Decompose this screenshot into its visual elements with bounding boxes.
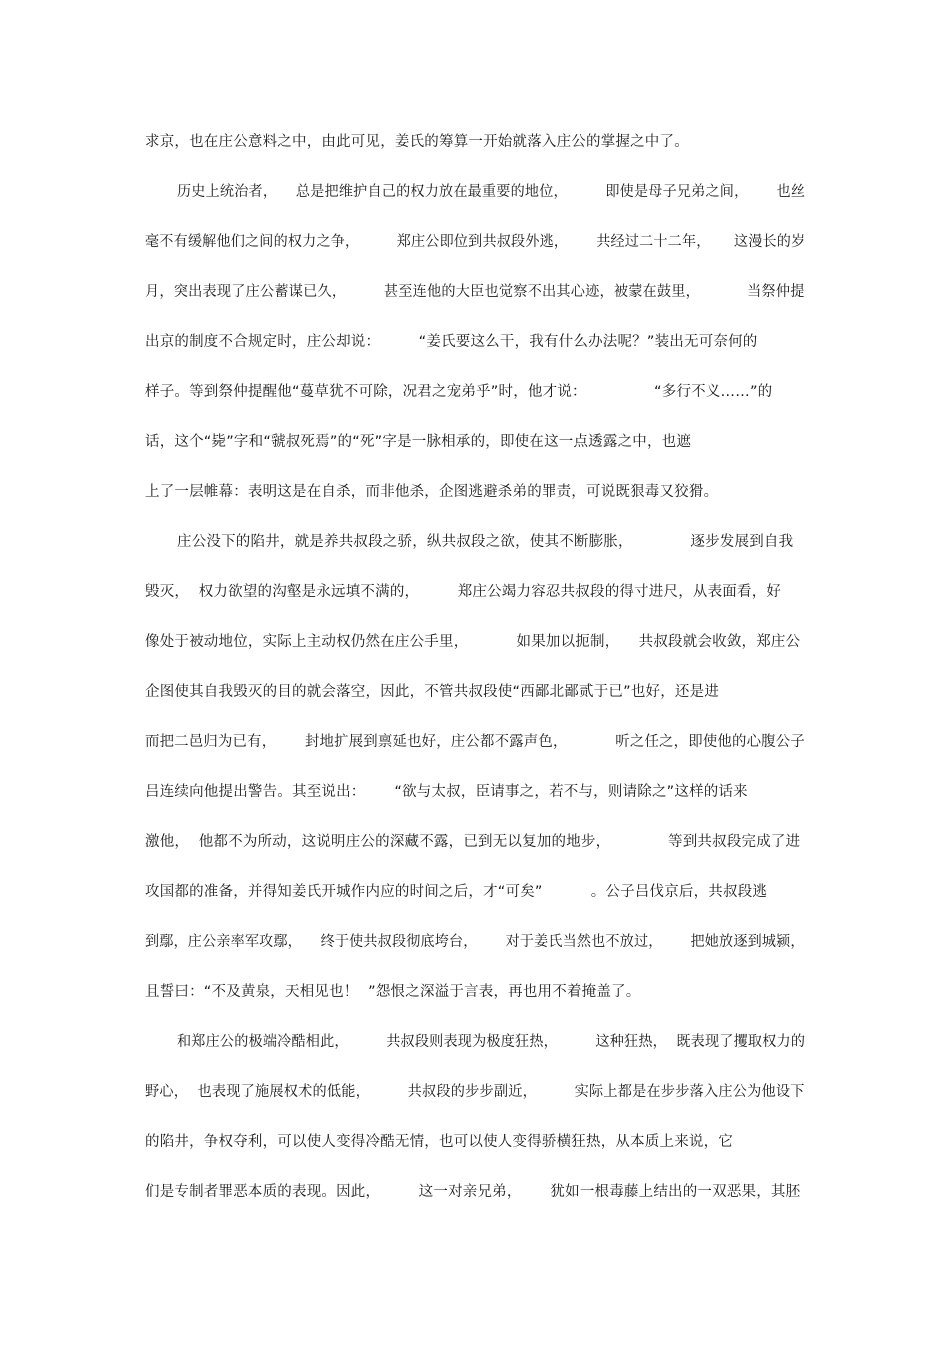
text-line: 企图使其自我毁灭的目的就会落空，因此，不管共叔段使“西鄙北鄙贰于已”也好，还是进	[145, 684, 720, 700]
text-line: 而把二邑归为已有， 封地扩展到禀延也好，庄公都不露声色， 听之任之，即使他的心腹公子	[145, 734, 805, 750]
text-line: 毁灭， 权力欲望的沟壑是永远填不满的， 郑庄公竭力容忍共叔段的得寸进尺，从表面看，好	[145, 584, 782, 600]
text-line: 求京，也在庄公意料之中，由此可见，姜氏的筹算一开始就落入庄公的掌握之中了。	[145, 134, 689, 150]
paragraph-first-line: 历史上统治者， 总是把维护自己的权力放在最重要的地位， 即使是母子兄弟之间， 也丝	[177, 184, 806, 200]
text-line: 们是专制者罪恶本质的表现。因此， 这一对亲兄弟， 犹如一根毒藤上结出的一双恶果，其胚	[145, 1184, 801, 1200]
text-line: 的陷井，争权夺利，可以使人变得冷酷无情，也可以使人变得骄横狂热，从本质上来说，它	[145, 1134, 733, 1150]
text-line: 出京的制度不合规定时，庄公却说： “姜氏要这么干，我有什么办法呢？”装出无可奈何的	[145, 334, 758, 350]
text-line: 激他， 他都不为所动，这说明庄公的深藏不露，已到无以复加的地步， 等到共叔段完成了进	[145, 834, 801, 850]
text-line: 月，突出表现了庄公蓄谋已久， 甚至连他的大臣也觉察不出其心迹，被蒙在鼓里， 当祭仲提	[145, 284, 805, 300]
text-line: 毫不有缓解他们之间的权力之争， 郑庄公即位到共叔段外逃， 共经过二十二年， 这漫长的岁	[145, 234, 806, 250]
text-line: 攻国都的准备，并得知姜氏开城作内应的时间之后，才“可矣” 。公子吕伐京后，共叔段逃	[145, 884, 768, 900]
text-line: 话，这个“毙”字和“虢叔死焉”的“死”字是一脉相承的，即使在这一点透露之中，也遮	[145, 434, 692, 450]
text-line: 到鄢，庄公亲率军攻鄢， 终于使共叔段彻底垮台， 对于姜氏当然也不放过， 把她放逐到城颍，	[145, 934, 805, 950]
text-line: 像处于被动地位，实际上主动权仍然在庄公手里， 如果加以扼制， 共叔段就会收敛，郑庄公	[145, 634, 801, 650]
text-line: 且誓曰：“不及黄泉，天相见也！ ”怨恨之深溢于言表，再也用不着掩盖了。	[145, 984, 641, 1000]
text-line: 样子。等到祭仲提醒他“蔓草犹不可除，况君之宠弟乎”时，他才说： “多行不义……”的	[145, 384, 773, 400]
text-line: 野心， 也表现了施展权术的低能， 共叔段的步步副近， 实际上都是在步步落入庄公为他设下	[145, 1084, 805, 1100]
text-line: 上了一层帷幕：表明这是在自杀，而非他杀，企图逃避杀弟的罪责，可说既狠毒又狡猾。	[145, 484, 719, 500]
text-line: 吕连续向他提出警告。其至说出： “欲与太叔，臣请事之，若不与，则请除之”这样的话来	[145, 784, 748, 800]
paragraph-first-line: 和郑庄公的极端冷酷相此， 共叔段则表现为极度狂热， 这种狂热， 既表现了攫取权力的	[177, 1034, 806, 1050]
paragraph-first-line: 庄公没下的陷井，就是养共叔段之骄，纵共叔段之欲，使其不断膨胀， 逐步发展到自我	[177, 534, 794, 550]
